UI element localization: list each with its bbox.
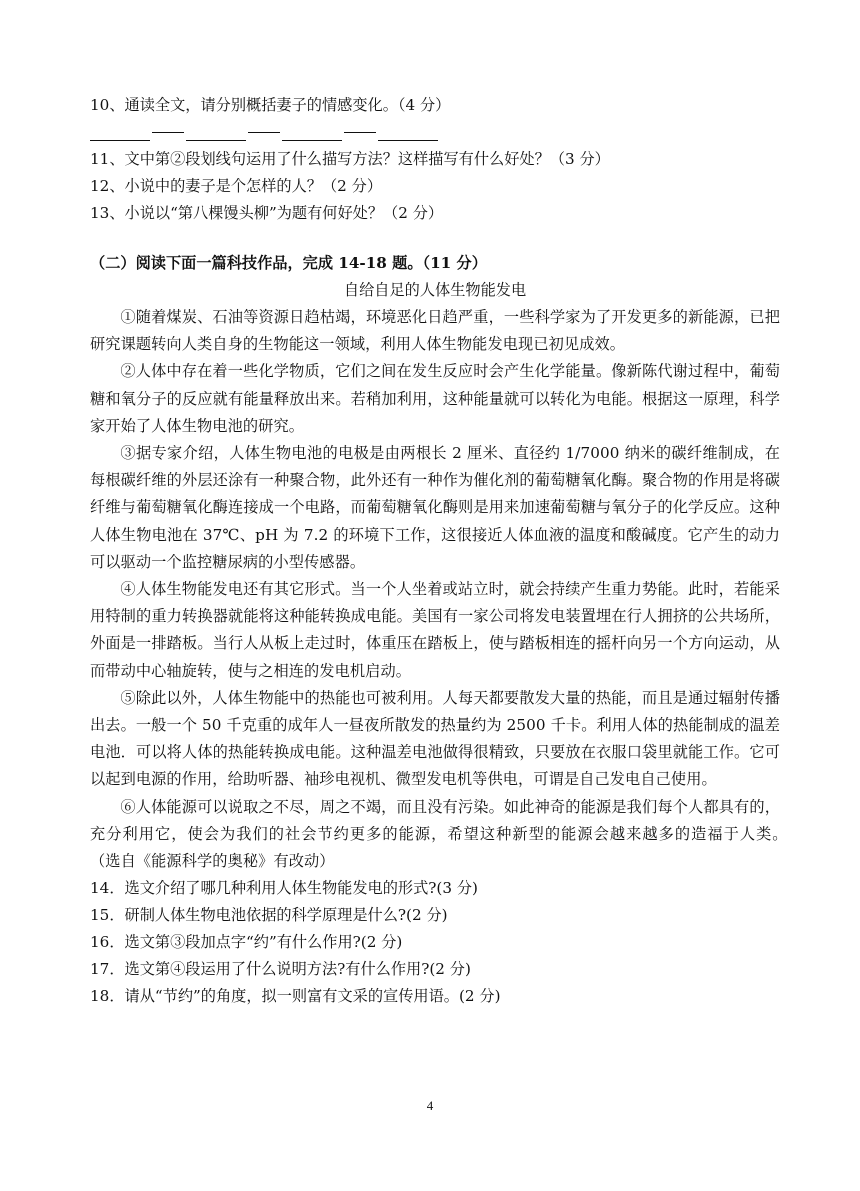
question-11: 11、文中第②段划线句运用了什么描写方法？这样描写有什么好处？（3 分） xyxy=(90,150,610,168)
answer-blank-4[interactable] xyxy=(378,140,438,141)
arrow-dash-2 xyxy=(248,132,280,133)
answer-blank-1[interactable] xyxy=(90,140,150,141)
question-12: 12、小说中的妻子是个怎样的人？（2 分） xyxy=(90,177,383,195)
question-15: 15．研制人体生物电池依据的科学原理是什么?(2 分) xyxy=(90,906,448,925)
article-paragraph-3: ③据专家介绍，人体生物电池的电极是由两根长 2 厘米、直径约 1/7000 纳米的碳纤维制成，在每根碳纤维的外层还涂有一种聚合物，此外还有一种作为催化剂的葡萄糖氧化酶。聚合物的作用是将碳纤维与葡萄糖氧化酶连接成一个电路，而葡萄糖氧化酶则是用来加速葡萄糖与氧分子的化学反应。这种人体生物电池在 37℃、pH 为 7.2 的环境下工作，这很接近人体血液的温度和酸碱度。它产生的动力可以驱动一个监控糖尿病的小型传感器。 xyxy=(90,444,780,571)
article-paragraph-4: ④人体生物能发电还有其它形式。当一个人坐着或站立时，就会持续产生重力势能。此时，若能采用特制的重力转换器就能将这种能转换成电能。美国有一家公司将发电装置埋在行人拥挤的公共场所，外面是一排踏板。当行人从板上走过时，体重压在踏板上，使与踏板相连的摇杆向另一个方向运动，从而带动中心轴旋转，使与之相连的发电机启动。 xyxy=(90,580,780,680)
arrow-dash-3 xyxy=(344,132,376,133)
article-title: 自给自足的人体生物能发电 xyxy=(343,281,527,299)
article-paragraph-1: ①随着煤炭、石油等资源日趋枯竭，环境恶化日趋严重，一些科学家为了开发更多的新能源，已把研究课题转向人类自身的生物能这一领域，利用人体生物能发电现已初见成效。 xyxy=(90,308,780,354)
answer-blank-3[interactable] xyxy=(282,140,342,141)
section-spacer xyxy=(90,227,780,249)
section-heading: （二）阅读下面一篇科技作品，完成 14-18 题。（11 分） xyxy=(90,254,487,272)
question-10: 10、通读全文，请分别概括妻子的情感变化。（4 分） xyxy=(90,96,451,114)
page-content xyxy=(90,92,811,1010)
arrow-dash-1 xyxy=(152,132,184,133)
answer-blank-row xyxy=(90,119,780,146)
question-14: 14．选文介绍了哪几种利用人体生物能发电的形式?(3 分) xyxy=(90,879,478,898)
question-16: 16．选文第③段加点字“约”有什么作用?(2 分) xyxy=(90,933,403,952)
page-number: 4 xyxy=(426,1098,434,1113)
question-13: 13、小说以“第八棵馒头柳”为题有何好处？（2 分） xyxy=(90,204,444,222)
answer-blank-2[interactable] xyxy=(186,140,246,141)
article-paragraph-6: ⑥人体能源可以说取之不尽，周之不竭，而且没有污染。如此神奇的能源是我们每个人都具有的，充分利用它，使会为我们的社会节约更多的能源，希望这种新型的能源会越来越多的造福于人类。 （选自《能源科学的奥秘》有改动） xyxy=(90,797,811,871)
article-paragraph-2: ②人体中存在着一些化学物质，它们之间在发生反应时会产生化学能量。像新陈代谢过程中，葡萄糖和氧分子的反应就有能量释放出来。若稍加利用，这种能量就可以转化为电能。根据这一原理，科学家开始了人体生物电池的研究。 xyxy=(90,362,780,435)
question-17: 17．选文第④段运用了什么说明方法?有什么作用?(2 分) xyxy=(90,960,471,979)
article-paragraph-5: ⑤除此以外，人体生物能中的热能也可被利用。人每天都要散发大量的热能，而且是通过辐射传播出去。一般一个 50 千克重的成年人一昼夜所散发的热量约为 2500 千卡。利用人体的热能制成的温差电池．可以将人体的热能转换成电能。这种温差电池做得很精致，只要放在衣服口袋里就能工作。它可以起到电源的作用，给助听器、袖珍电视机、微型发电机等供电，可谓是自己发电自己使用。 xyxy=(90,688,780,789)
question-18: 18．请从“节约”的角度，拟一则富有文采的宣传用语。(2 分) xyxy=(90,987,501,1006)
